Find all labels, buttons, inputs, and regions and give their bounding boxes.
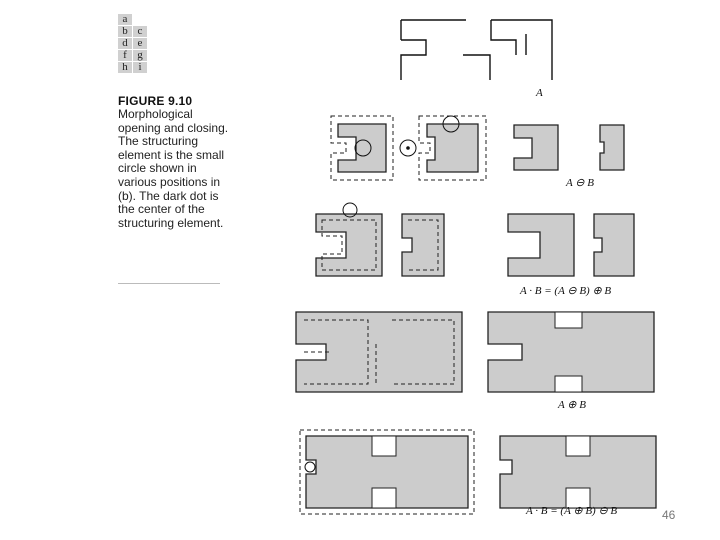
panel-label-f: f (118, 50, 132, 61)
structuring-element-circle (305, 462, 315, 472)
panel-g-formula: A ⊕ B (558, 399, 586, 411)
panel-label-h: h (118, 62, 132, 73)
panel-e-opening-result (508, 214, 634, 276)
panel-c-formula: A ⊖ B (566, 177, 594, 189)
panel-c-erosion-result (514, 125, 624, 170)
panel-g-dilation-result (488, 312, 654, 392)
figure-title: FIGURE 9.10 (118, 94, 193, 108)
panel-a-formula: A (536, 87, 543, 99)
panel-label-e: e (133, 38, 147, 49)
panel-label-i: i (133, 62, 147, 73)
panel-d-opening-process (316, 203, 444, 276)
panel-a-outline (401, 20, 552, 80)
panel-h-closing-process (300, 430, 474, 514)
structuring-element-center-dot (406, 146, 410, 150)
panel-b-erosion-process (331, 116, 486, 180)
panel-label-a: a (118, 14, 132, 25)
panel-i-formula: A · B = (A ⊕ B) ⊖ B (526, 505, 618, 517)
panel-label-g: g (133, 50, 147, 61)
panel-i-closing-result (500, 436, 656, 508)
panel-label-c: c (133, 26, 147, 37)
figure-caption: Morphological opening and closing. The structuring element is the small circle shown in various positions in (b). The dark dot is the center of the structuring element. (118, 107, 229, 230)
panel-label-b: b (118, 26, 132, 37)
panel-f-dilation-process (296, 312, 462, 392)
panel-e-formula: A · B = (A ⊖ B) ⊕ B (520, 285, 612, 297)
page-number: 46 (662, 508, 676, 522)
panel-label-d: d (118, 38, 132, 49)
